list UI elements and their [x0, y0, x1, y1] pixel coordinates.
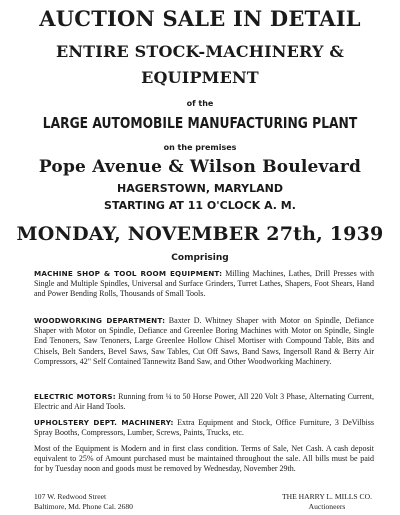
subheadline-line-2: EQUIPMENT [141, 68, 259, 87]
auctioneer-company: THE HARRY L. MILLS CO. [281, 492, 372, 501]
section-label: WOODWORKING DEPARTMENT: [34, 316, 166, 325]
footer-auctioneer [282, 492, 372, 511]
section-label: MACHINE SHOP & TOOL ROOM EQUIPMENT: [34, 269, 223, 278]
auction-date: MONDAY, NOVEMBER 27th, 1939 [16, 223, 384, 245]
footer-address-line-2: Baltimore, Md. Phone Cal. 2680 [34, 501, 133, 511]
section-text: Baxter D. Whitney Shaper with Motor on Spindle, Defiance Shaper with Motor on Spindle, Defiance and Greenlee Boring Machines with Motor on Spindle, Single End Tenoners, Saw Tenoners, Large Greenlee Hollow Chisel Mortiser with Compound Table, Bits and Chisels, Belt Sanders, Bevel Saws, Saw Tables, Cut Off Saws, Band Saws, Ingersoll Rand & Berry Air Compressors, 42" Self Contained Tannewitz Band Saw, and Other Woodworking Machinery. [34, 316, 374, 366]
section-text: Extra Equipment and Stock, Office Furniture, 3 DeVilbiss Spray Booths, Compressors, Lumber, Screws, Paints, Trucks, etc. [34, 418, 374, 438]
footer-address [34, 492, 133, 511]
subheadline-line-1: ENTIRE STOCK-MACHINERY & [55, 42, 345, 61]
of-the-text: of the [186, 99, 214, 108]
section-text: Running from ¼ to 50 Horse Power, All 220 Volt 3 Phase, Alternating Current, Electric and Air Hand Tools. [34, 392, 375, 412]
terms-of-sale: Most of the Equipment is Modern and in first class condition. Terms of Sale, Net Cash. A cash deposit equivalent to 25% of Amount purchased must be maintained throughout the sale. All bills must be paid for by Tuesday noon and goods must be removed by Wednesday, November 29th. [34, 444, 374, 474]
comprising-label: Comprising [171, 253, 229, 263]
section-label: UPHOLSTERY DEPT. MACHINERY: [34, 418, 174, 427]
section-text: Milling Machines, Lathes, Drill Presses with Single and Multiple Spindles, Universal and Surface Grinders, Turret Lathes, Shapers, Foot Shears, Hand and Power Bending Rolls, Thousands of Small Tools. [34, 269, 374, 299]
section-label: ELECTRIC MOTORS: [34, 392, 116, 401]
city-line: HAGERSTOWN, MARYLAND [116, 182, 283, 195]
plant-title: LARGE AUTOMOBILE MANUFACTURING PLANT [42, 114, 358, 132]
start-time-line: STARTING AT 11 O'CLOCK A. M. [104, 199, 296, 212]
section-machine-shop [34, 269, 374, 300]
headline: AUCTION SALE IN DETAIL [39, 6, 361, 31]
on-premises-text: on the premises [163, 143, 237, 152]
footer-address-line-1: 107 W. Redwood Street [34, 492, 107, 501]
auctioneer-role: Auctioneers [308, 501, 346, 511]
section-upholstery [34, 418, 374, 438]
section-electric-motors [34, 392, 374, 412]
address-line: Pope Avenue & Wilson Boulevard [38, 157, 362, 177]
section-woodworking [34, 316, 374, 367]
